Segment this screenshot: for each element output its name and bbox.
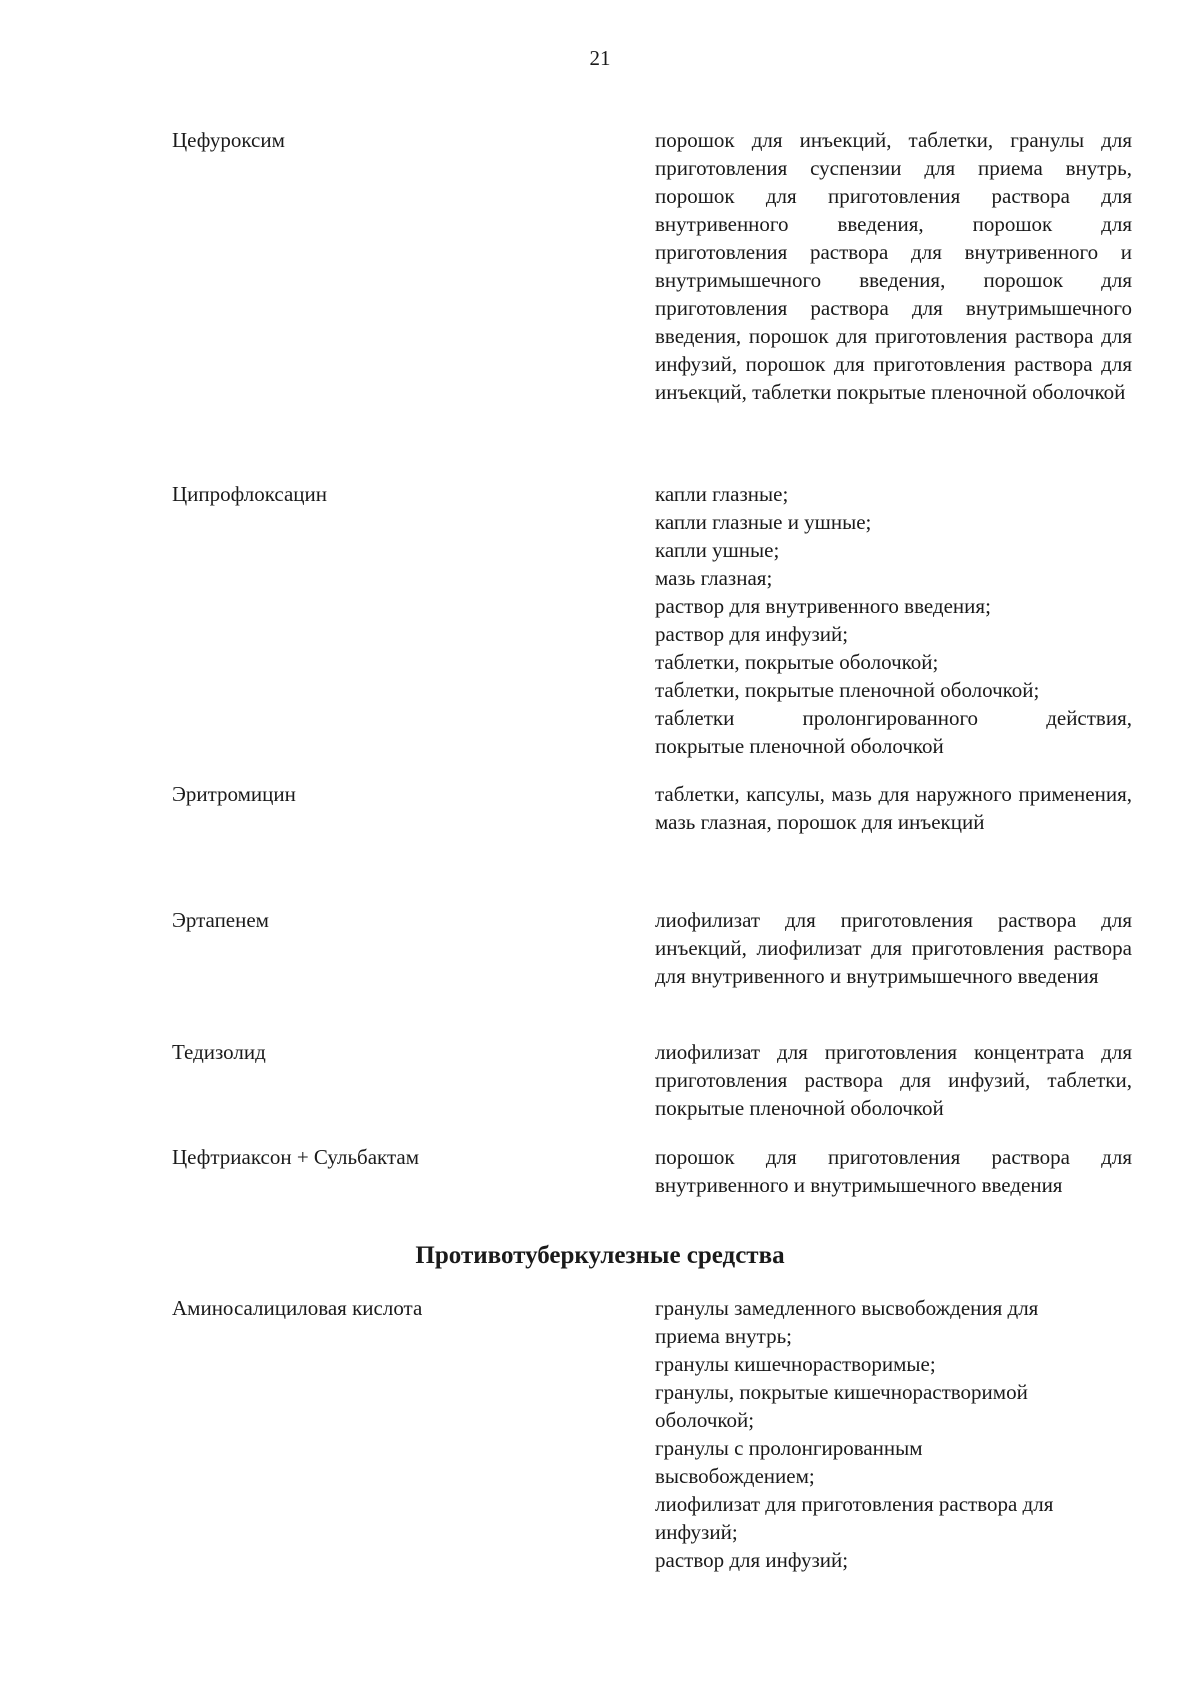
dosage-form-line: раствор для инфузий; xyxy=(655,1548,849,1572)
dosage-form-line: раствор для инфузий; xyxy=(655,622,849,646)
dosage-forms: порошок для инъекций, таблетки, гранулы для приготовления суспензии для приема внутрь, порошок для приготовления раствора для внутривенного введения, порошок для приготовления раствора для внутривенного и внутримышечного введения, порошок для приготовления раствора для внутримышечного введения, порошок для приготовления раствора для инфузий, порошок для приготовления раствора для инъекций, таблетки покрытые пленочной оболочкой xyxy=(655,128,1132,404)
dosage-form-line: таблетки пролонгированного действия, xyxy=(655,706,1132,730)
drug-name: Аминосалициловая кислота xyxy=(172,1296,423,1320)
drug-name: Тедизолид xyxy=(172,1040,266,1064)
dosage-form-line: мазь глазная; xyxy=(655,566,773,590)
dosage-form-line: гранулы замедленного высвобождения для xyxy=(655,1296,1039,1320)
dosage-form-line: гранулы с пролонгированным xyxy=(655,1436,923,1460)
drug-name: Ципрофлоксацин xyxy=(172,482,327,506)
dosage-forms xyxy=(655,1294,1132,1574)
dosage-form-line: гранулы кишечнорастворимые; xyxy=(655,1352,936,1376)
drug-name: Эртапенем xyxy=(172,908,269,932)
dosage-form-line: капли ушные; xyxy=(655,538,780,562)
dosage-form-line: оболочкой; xyxy=(655,1408,755,1432)
dosage-form-line: приема внутрь; xyxy=(655,1324,793,1348)
dosage-form-line: капли глазные и ушные; xyxy=(655,510,872,534)
dosage-form-line: раствор для внутривенного введения; xyxy=(655,594,991,618)
drug-name: Цефтриаксон + Сульбактам xyxy=(172,1145,420,1169)
dosage-form-line: таблетки, покрытые оболочкой; xyxy=(655,650,939,674)
dosage-form-line: инфузий; xyxy=(655,1520,738,1544)
section-heading: Противотуберкулезные средства xyxy=(415,1242,785,1269)
dosage-forms: порошок для приготовления раствора для внутривенного и внутримышечного введения xyxy=(655,1145,1132,1197)
dosage-form-line: высвобождением; xyxy=(655,1464,815,1488)
dosage-form-line: лиофилизат для приготовления раствора для xyxy=(655,1492,1054,1516)
drug-name: Цефуроксим xyxy=(172,128,285,152)
dosage-form-line: гранулы, покрытые кишечнорастворимой xyxy=(655,1380,1028,1404)
dosage-form-line: таблетки, покрытые пленочной оболочкой; xyxy=(655,678,1040,702)
page-number: 21 xyxy=(589,46,611,70)
drug-name: Эритромицин xyxy=(172,782,296,806)
dosage-forms: таблетки, капсулы, мазь для наружного применения, мазь глазная, порошок для инъекций xyxy=(655,782,1132,834)
dosage-forms: лиофилизат для приготовления раствора для инъекций, лиофилизат для приготовления раствора для внутривенного и внутримышечного введения xyxy=(655,908,1132,988)
dosage-form-line: покрытые пленочной оболочкой xyxy=(655,734,944,758)
dosage-form-line: капли глазные; xyxy=(655,482,789,506)
dosage-forms: лиофилизат для приготовления концентрата для приготовления раствора для инфузий, таблетки, покрытые пленочной оболочкой xyxy=(655,1040,1132,1120)
dosage-forms xyxy=(655,480,1132,760)
